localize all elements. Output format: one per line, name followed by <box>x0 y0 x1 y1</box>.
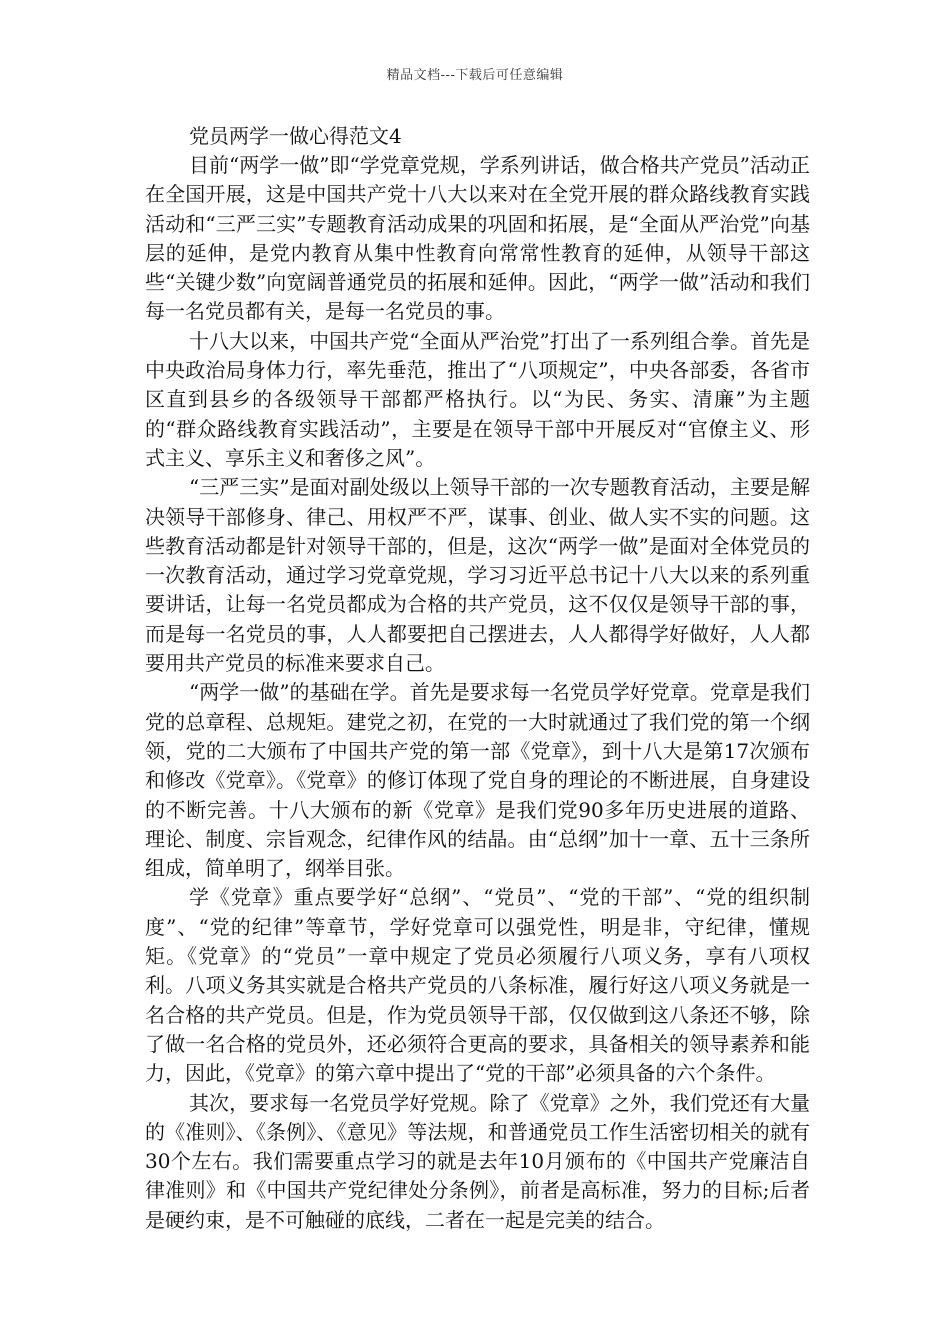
page-header: 精品文档---下载后可任意编辑 <box>386 68 564 83</box>
paragraph: “两学一做”的基础在学。首先是要求每一名党员学好党章。党章是我们党的总章程、总规矩。建党之初，在党的一大时就通过了我们党的第一个纲领，党的二大颁布了中国共产党的第一部《党章》，到十八大是第17次颁布和修改《党章》。《党章》的修订体现了党自身的理论的不断进展，自身建设的不断完善。十八大颁布的新《党章》是我们党90多年历史进展的道路、理论、制度、宗旨观念，纪律作风的结晶。由“总纲”加十一章、五十三条所组成，简单明了，纲举目张。 <box>145 680 810 881</box>
paragraph: 十八大以来，中国共产党“全面从严治党”打出了一系列组合拳。首先是中央政治局身体力行，率先垂范，推出了“八项规定”，中央各部委，各省市区直到县乡的各级领导干部都严格执行。以“为民、务实、清廉”为主题的“群众路线教育实践活动”，主要是在领导干部中开展反对“官僚主义、形式主义、享乐主义和奢侈之风”。 <box>145 328 810 470</box>
paragraph: 目前“两学一做”即“学党章党规，学系列讲话，做合格共产党员”活动正在全国开展，这是中国共产党十八大以来对在全党开展的群众路线教育实践活动和“三严三实”专题教育活动成果的巩固和拓展，是“全面从严治党”向基层的延伸，是党内教育从集中性教育向常常性教育的延伸，从领导干部这些“关键少数”向宽阔普通党员的拓展和延伸。因此，“两学一做”活动和我们每一名党员都有关，是每一名党员的事。 <box>145 153 810 324</box>
document-title: 党员两学一做心得范文4 <box>189 124 402 148</box>
paragraph: “三严三实”是面对副处级以上领导干部的一次专题教育活动，主要是解决领导干部修身、律己、用权严不严，谋事、创业、做人实不实的问题。这些教育活动都是针对领导干部的，但是，这次“两学一做”是面对全体党员的一次教育活动，通过学习党章党规，学习习近平总书记十八大以来的系列重要讲话，让每一名党员都成为合格的共产党员，这不仅仅是领导干部的事，而是每一名党员的事，人人都要把自己摆进去，人人都得学好做好，人人都要用共产党员的标准来要求自己。 <box>145 475 810 676</box>
paragraph: 其次，要求每一名党员学好党规。除了《党章》之外，我们党还有大量的《准则》、《条例》、《意见》等法规，和普通党员工作生活密切相关的就有30个左右。我们需要重点学习的就是去年10月颁布的《中国共产党廉洁自律准则》和《中国共产党纪律处分条例》，前者是高标准，努力的目标;后者是硬约束，是不可触碰的底线，二者在一起是完美的结合。 <box>145 1090 810 1232</box>
paragraph: 学《党章》重点要学好“总纲”、“党员”、“党的干部”、“党的组织制度”、“党的纪律”等章节，学好党章可以强党性，明是非，守纪律，懂规矩。《党章》的“党员”一章中规定了党员必须履行八项义务，享有八项权利。八项义务其实就是合格共产党员的八条标准，履行好这八项义务就是一名合格的共产党员。但是，作为党员领导干部，仅仅做到这八条还不够，除了做一名合格的党员外，还必须符合更高的要求，具备相关的领导素养和能力，因此，《党章》的第六章中提出了“党的干部”必须具备的六个条件。 <box>145 885 810 1086</box>
document-body <box>145 122 810 1235</box>
